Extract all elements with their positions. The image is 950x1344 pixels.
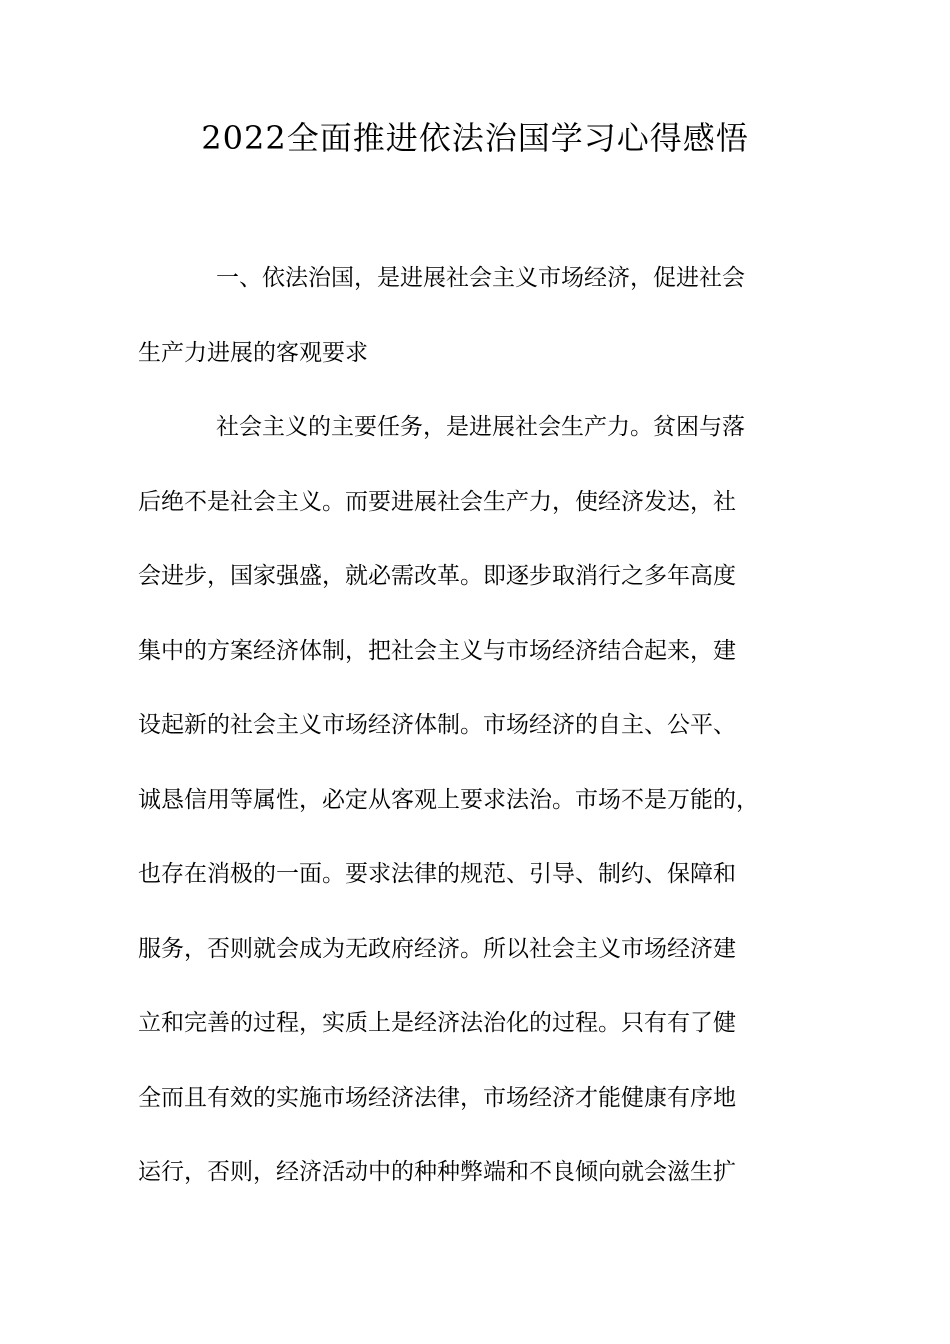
body-line: 服务，否则就会成为无政府经济。所以社会主义市场经济建 [138, 936, 736, 962]
body-line: 社会主义的主要任务，是进展社会生产力。贫困与落 [216, 414, 745, 440]
body-line: 诚恳信用等属性，必定从客观上要求法治。市场不是万能的， [138, 787, 759, 813]
body-line: 立和完善的过程，实质上是经济法治化的过程。只有有了健 [138, 1010, 736, 1036]
body-line: 设起新的社会主义市场经济体制。市场经济的自主、公平、 [138, 712, 736, 738]
body-line: 会进步，国家强盛，就必需改革。即逐步取消行之多年高度 [138, 563, 736, 589]
body-line: 后绝不是社会主义。而要进展社会生产力，使经济发达，社 [138, 489, 736, 515]
body-line: 集中的方案经济体制，把社会主义与市场经济结合起来，建 [138, 638, 736, 664]
body-line: 全而且有效的实施市场经济法律，市场经济才能健康有序地 [138, 1085, 736, 1111]
body-line: 运行，否则，经济活动中的种种弊端和不良倾向就会滋生扩 [138, 1159, 736, 1185]
document-title: 2022全面推进依法治国学习心得感悟 [201, 119, 749, 157]
body-line: 一、依法治国，是进展社会主义市场经济，促进社会 [216, 265, 745, 291]
body-line: 生产力进展的客观要求 [138, 340, 368, 366]
body-line: 也存在消极的一面。要求法律的规范、引导、制约、保障和 [138, 861, 736, 887]
